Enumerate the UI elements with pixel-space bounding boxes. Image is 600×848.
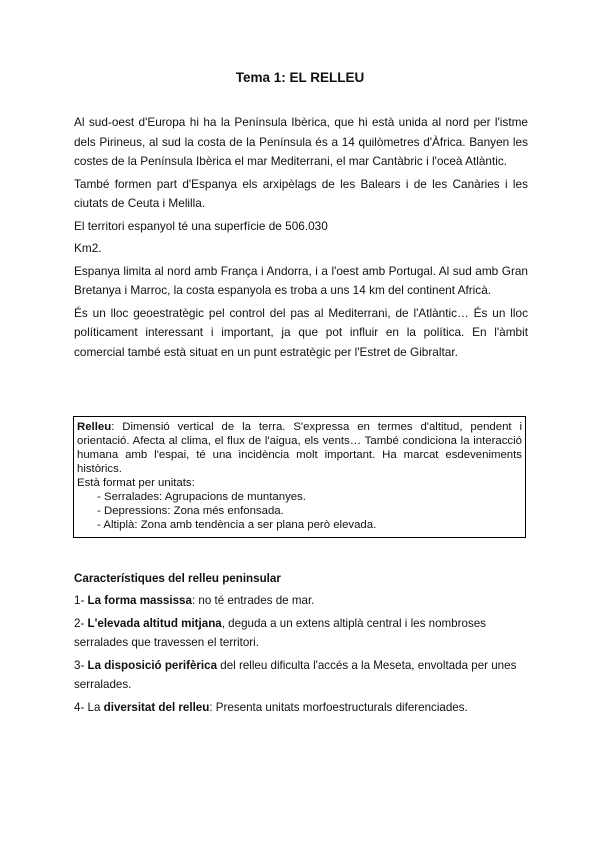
characteristics-heading: Característiques del relleu peninsular <box>74 572 281 585</box>
item-bold: diversitat del relleu <box>103 701 210 714</box>
item-number: 1- <box>74 594 88 607</box>
item-number: 3- <box>74 659 88 672</box>
item-text: : no té entrades de mar. <box>191 594 315 607</box>
definition-paragraph <box>77 420 522 476</box>
item-number: 2- <box>74 617 88 630</box>
unit-item: - Serralades: Agrupacions de muntanyes. <box>97 490 522 504</box>
item-number: 4- La <box>74 701 104 714</box>
intro-paragraph-3: El territori espanyol té una superfície de 506.030 <box>74 218 328 233</box>
units-list <box>77 490 522 532</box>
characteristic-item <box>74 614 528 652</box>
intro-paragraph-1: Al sud-oest d'Europa hi ha la Península Ibèrica, que hi està unida al nord per l'istme dels Pirineus, al sud la costa de la Península és a 14 quilòmetres d'Àfrica. Banyen les costes de la Península Ibèrica el mar Mediterrani, el mar Cantàbric i l'oceà Atlàntic. <box>74 115 528 168</box>
characteristic-item <box>74 698 528 717</box>
definition-term: Relleu <box>77 421 112 433</box>
unit-item: - Altiplà: Zona amb tendència a ser plana però elevada. <box>97 518 522 532</box>
units-intro: Està format per unitats: <box>77 477 195 489</box>
characteristics-section <box>74 572 528 721</box>
unit-item: - Depressions: Zona més enfonsada. <box>97 504 522 518</box>
page-title: Tema 1: EL RELLEU <box>235 70 365 85</box>
definition-box <box>73 416 526 538</box>
item-text: del relleu dificulta l'accés a la Meseta, envoltada per unes serralades. <box>74 659 517 691</box>
intro-paragraph-6: És un lloc geoestratègic pel control del pas al Mediterrani, de l'Atlàntic… És un lloc políticament interessant i important, ja que pot influir en la política. En l'àmbit comercial també està situat en un punt estratègic per l'Estret de Gibraltar. <box>74 305 528 359</box>
definition-text: : Dimensió vertical de la terra. S'expressa en termes d'altitud, pendent i orientació. Afecta al clima, el flux de l'aigua, els vents… També condiciona la interacció humana amb l'espai, té una incidència molt important. Ha marcat esdeveniments històrics. <box>77 421 522 475</box>
item-bold: La disposició perifèrica <box>87 659 218 672</box>
item-text: : Presenta unitats morfoestructurals diferenciades. <box>209 701 468 714</box>
intro-paragraph-4: Km2. <box>74 241 102 255</box>
intro-paragraph-5: Espanya limita al nord amb França i Andorra, i a l'oest amb Portugal. Al sud amb Gran Bretanya i Marroc, la costa espanyola es troba a uns 14 km del continent Africà. <box>74 263 528 297</box>
item-bold: L'elevada altitud mitjana <box>87 617 222 630</box>
item-text: , deguda a un extens altiplà central i les nombroses serralades que travessen el territori. <box>74 617 486 649</box>
item-bold: La forma massissa <box>87 594 192 607</box>
intro-paragraph-2: També formen part d'Espanya els arxipèlags de les Balears i de les Canàries i les ciutats de Ceuta i Melilla. <box>74 176 528 210</box>
characteristic-item <box>74 591 528 610</box>
characteristic-item <box>74 656 528 694</box>
intro-section <box>74 113 528 365</box>
